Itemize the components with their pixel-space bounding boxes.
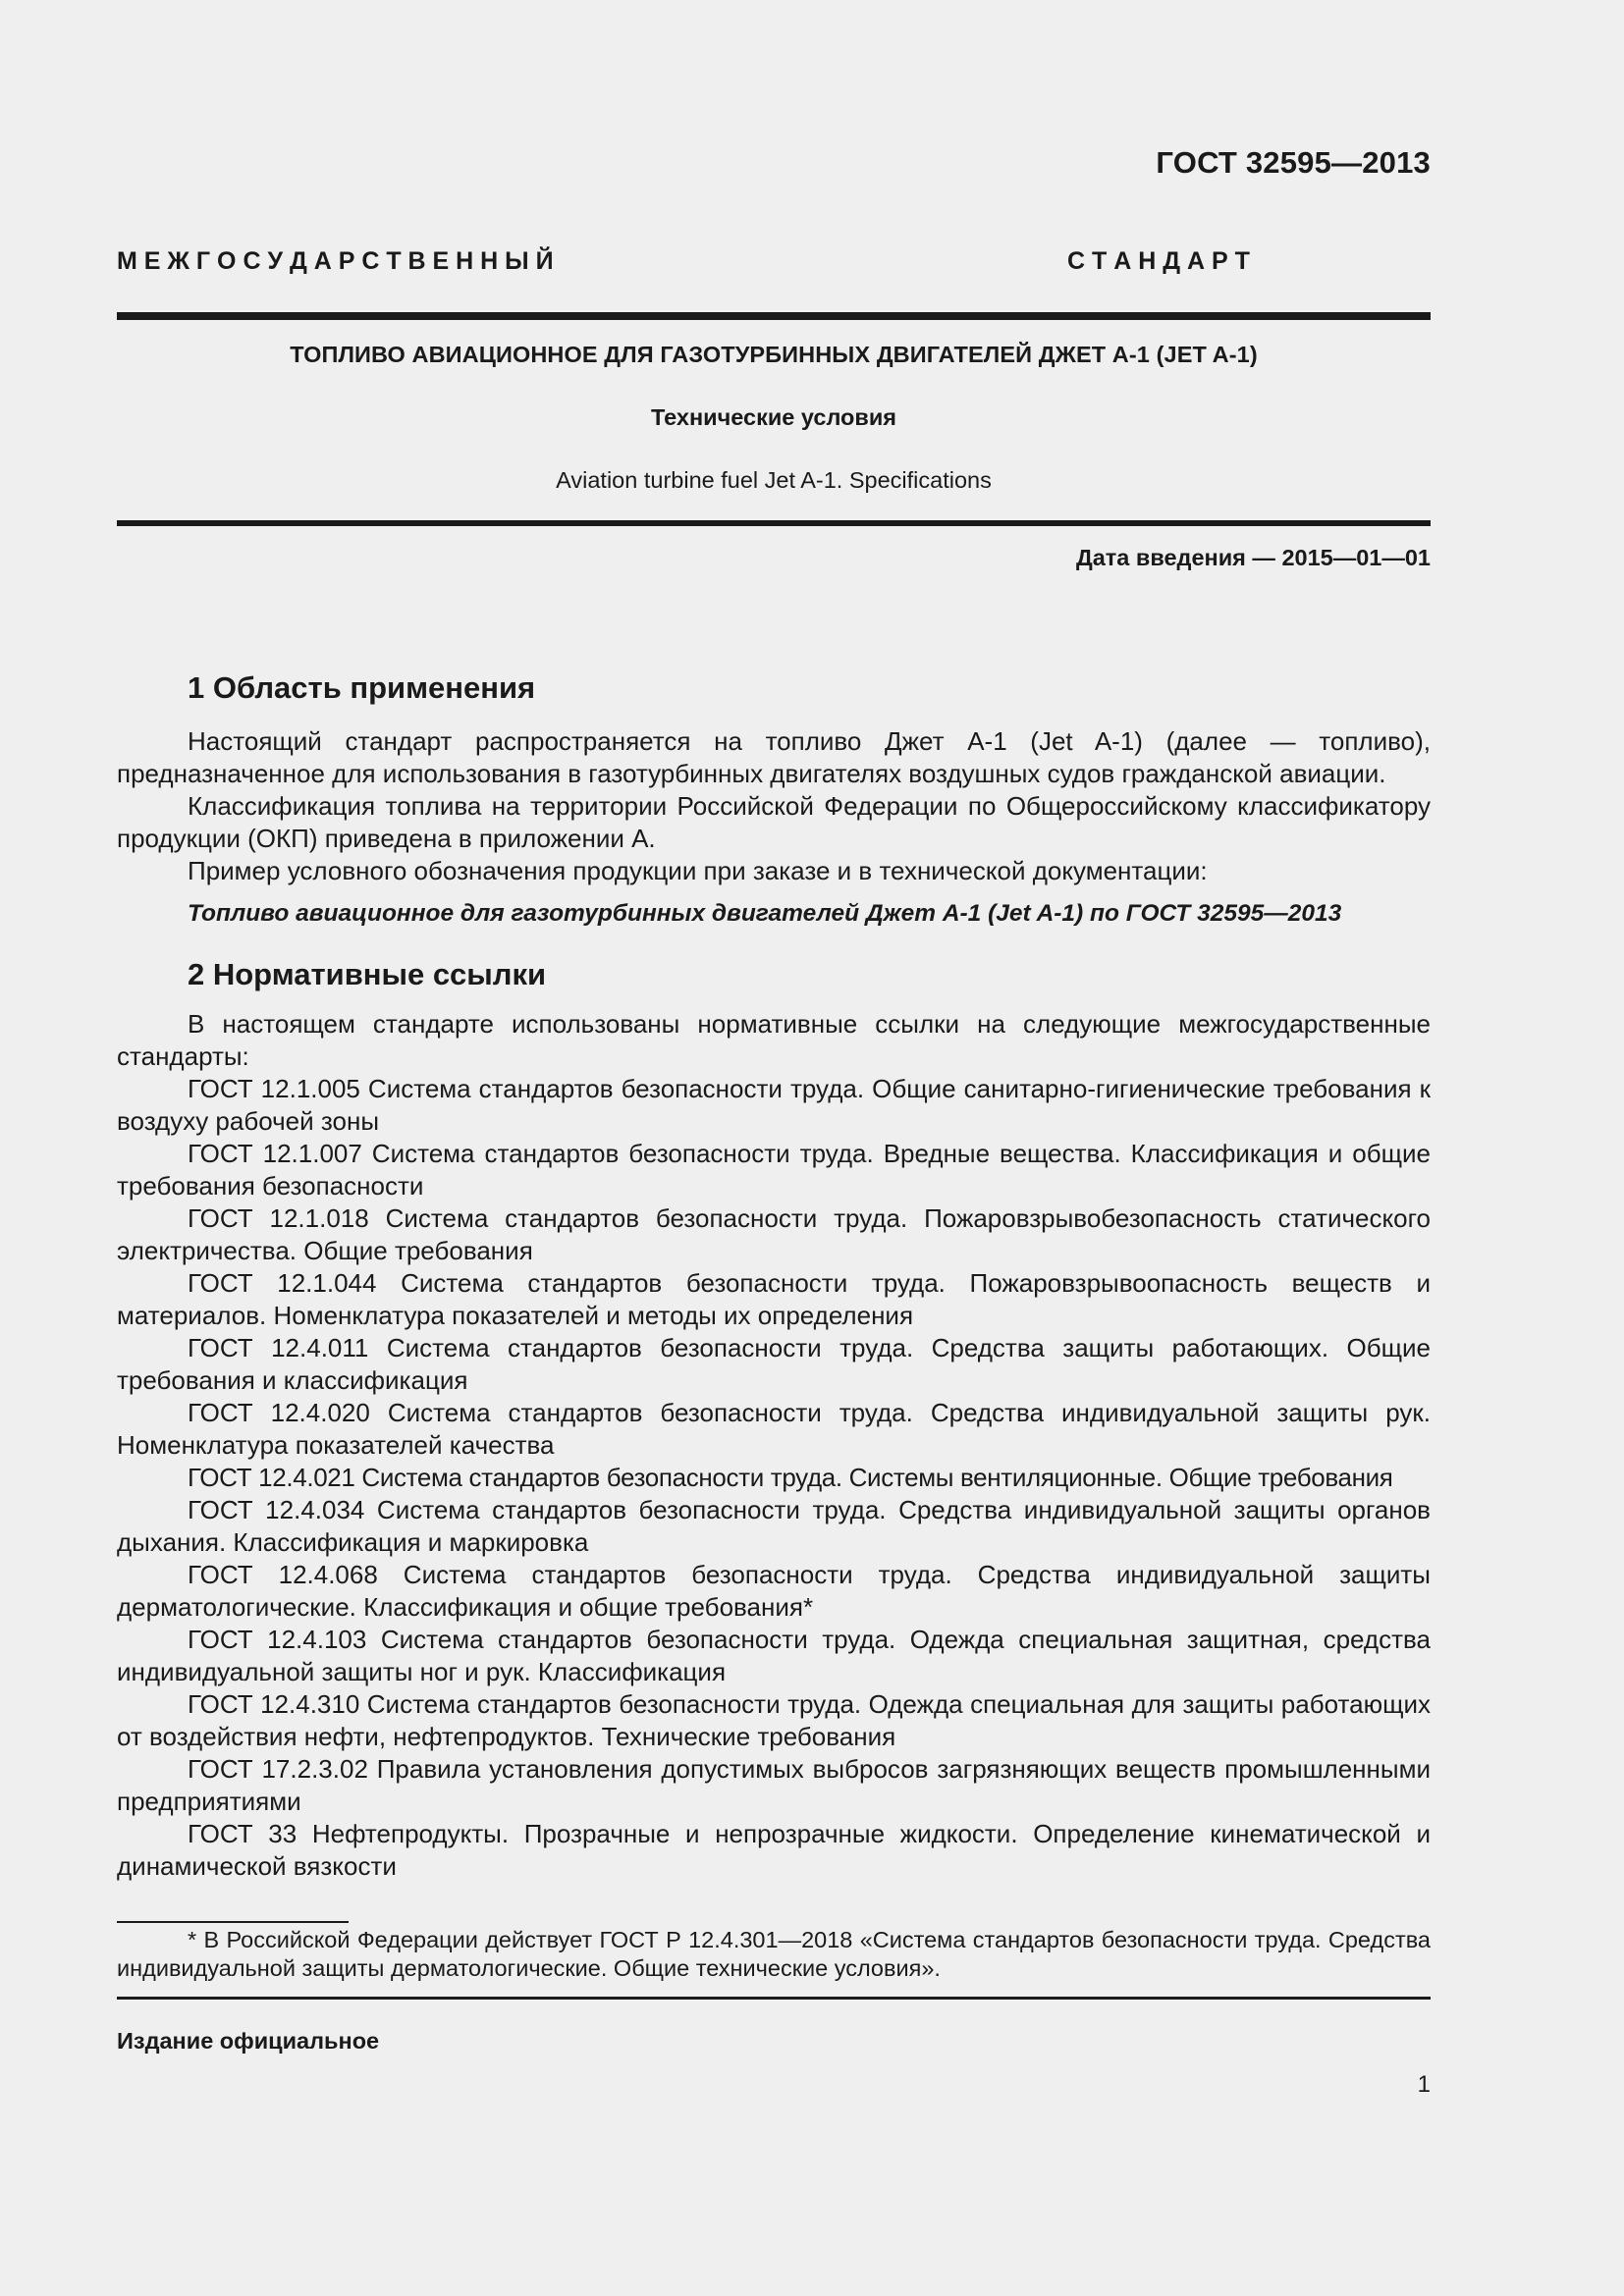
- standard-label-standard: С Т А Н Д А Р Т: [1067, 247, 1250, 275]
- document-subtitle: Технические условия: [650, 404, 897, 430]
- footnote-rule: [117, 1921, 349, 1923]
- section-scope: [117, 663, 1431, 930]
- header-rule-bottom: [117, 520, 1431, 526]
- english-title: Aviation turbine fuel Jet A-1. Specifications: [556, 467, 992, 493]
- designation-example: Топливо авиационное для газотурбинных двигателей Джет А-1 (Jet A-1) по ГОСТ 32595—2013: [188, 900, 1342, 927]
- paragraph: Классификация топлива на территории Российской Федерации по Общероссийскому классификатору продукции (ОКП) приведена в приложении А.: [117, 791, 1431, 853]
- reference-item: ГОСТ 12.1.005 Система стандартов безопасности труда. Общие санитарно-гигиенические требования к воздуху рабочей зоны: [117, 1074, 1431, 1136]
- document-code: ГОСТ 32595—2013: [1156, 145, 1431, 180]
- intro-date: Дата введения — 2015—01—01: [1075, 545, 1431, 570]
- reference-item: ГОСТ 12.1.044 Система стандартов безопасности труда. Пожаровзрывоопасность веществ и материалов. Номенклатура показателей и методы их определения: [117, 1268, 1431, 1330]
- document-body: [117, 663, 1431, 1883]
- official-edition-label: Издание официальное: [117, 2028, 380, 2054]
- reference-item: ГОСТ 12.4.020 Система стандартов безопасности труда. Средства индивидуальной защиты рук. Номенклатура показателей качества: [117, 1398, 1431, 1460]
- reference-item: ГОСТ 12.4.011 Система стандартов безопасности труда. Средства защиты работающих. Общие требования и классификация: [117, 1333, 1431, 1395]
- reference-item: ГОСТ 12.4.021 Система стандартов безопасности труда. Системы вентиляционные. Общие требования: [188, 1463, 1393, 1492]
- reference-item: ГОСТ 12.1.007 Система стандартов безопасности труда. Вредные вещества. Классификация и общие требования безопасности: [117, 1139, 1431, 1201]
- reference-item: ГОСТ 12.4.068 Система стандартов безопасности труда. Средства индивидуальной защиты дерматологические. Классификация и общие требования*: [117, 1560, 1431, 1622]
- reference-item: ГОСТ 33 Нефтепродукты. Прозрачные и непрозрачные жидкости. Определение кинематической и динамической вязкости: [117, 1819, 1431, 1881]
- paragraph: Настоящий стандарт распространяется на топливо Джет А-1 (Jet A-1) (далее — топливо), предназначенное для использования в газотурбинных двигателях воздушных судов гражданской авиации.: [117, 726, 1431, 788]
- reference-item: ГОСТ 12.4.310 Система стандартов безопасности труда. Одежда специальная для защиты работающих от воздействия нефти, нефтепродуктов. Технические требования: [117, 1689, 1431, 1751]
- reference-item: ГОСТ 12.4.103 Система стандартов безопасности труда. Одежда специальная защитная, средства индивидуальной защиты ног и рук. Классификация: [117, 1625, 1431, 1686]
- standard-label-interstate: М Е Ж Г О С У Д А Р С Т В Е Н Н Ы Й: [117, 247, 554, 275]
- footer-rule: [117, 1997, 1431, 2000]
- section-heading-scope: 1 Область применения: [188, 670, 536, 705]
- section-heading-references: 2 Нормативные ссылки: [188, 957, 547, 991]
- reference-item: ГОСТ 12.1.018 Система стандартов безопасности труда. Пожаровзрывобезопасность статического электричества. Общие требования: [117, 1203, 1431, 1265]
- footnote: [117, 1926, 1431, 1983]
- paragraph: В настоящем стандарте использованы нормативные ссылки на следующие межгосударственные стандарты:: [117, 1009, 1431, 1071]
- section-normative-references: [117, 949, 1431, 1883]
- header-rule-top: [117, 312, 1431, 320]
- paragraph: Пример условного обозначения продукции при заказе и в технической документации:: [188, 856, 1208, 885]
- reference-item: ГОСТ 17.2.3.02 Правила установления допустимых выбросов загрязняющих веществ промышленными предприятиями: [117, 1754, 1431, 1816]
- reference-item: ГОСТ 12.4.034 Система стандартов безопасности труда. Средства индивидуальной защиты органов дыхания. Классификация и маркировка: [117, 1495, 1431, 1557]
- footnote-text: * В Российской Федерации действует ГОСТ Р 12.4.301—2018 «Система стандартов безопасности труда. Средства индивидуальной защиты дерматологические. Общие технические условия».: [117, 1927, 1431, 1981]
- document-title: ТОПЛИВО АВИАЦИОННОЕ ДЛЯ ГАЗОТУРБИННЫХ ДВИГАТЕЛЕЙ ДЖЕТ А-1 (JET A-1): [290, 342, 1258, 367]
- page-number: 1: [1417, 2071, 1431, 2098]
- standard-type-label: [117, 247, 1431, 276]
